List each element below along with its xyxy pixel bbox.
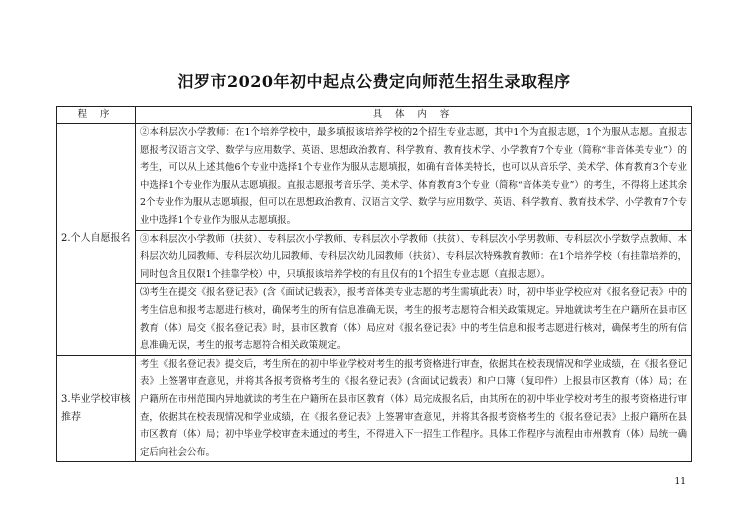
table-row bbox=[57, 124, 692, 231]
column-header-procedure: 程 序 bbox=[57, 107, 136, 124]
table-row bbox=[57, 284, 692, 355]
content-text: 直报志愿报考音乐学、美术学、体育教育3个专业（简称“音体美专业”）的考生，不得将上述其余2个专业作为服从志愿填报，但可以在思想政治教育、汉语言文学、数学与应用数学、英语、科学教育、教育技术学、小学教育7个专业中选择1个专业作为服从志愿填报。 bbox=[140, 179, 687, 226]
table-row bbox=[57, 355, 692, 462]
content-text: 异地就读考生在户籍所在县市区教育（体）局交《报名登记表》时，县市区教育（体）局应对《报名登记表》中的考生信息和报考志愿进行核对，确保考生的所有信息准确无误，考生的报考志愿符合相关政策规定。 bbox=[140, 304, 687, 352]
column-header-content: 具 体 内 容 bbox=[136, 107, 692, 124]
procedure-table bbox=[56, 106, 692, 462]
procedure-content-cell bbox=[136, 230, 692, 284]
table-header-row bbox=[57, 107, 692, 124]
page-title: 汨罗市2020年初中起点公费定向师范生招生录取程序 bbox=[177, 72, 571, 91]
content-text: ②本科层次小学教师：在1个培养学校中，最多填报该培养学校的2个招生专业志愿，其中1个为直报志愿，1个为服从志愿。 bbox=[140, 127, 659, 138]
procedure-step-label: 2.个人自愿报名 bbox=[57, 124, 136, 356]
content-text: 直报志愿报考汉语言文学、数学与应用数学、英语、思想政治教育、科学教育、教育技术学、小学教育7个专业（简称“非音体美专业”）的考生，可以从上述其他6个专业中选择1个专业作为服从志愿填报，如确有音体美特长，也可以从音乐学、美术学、体育教育3个专业中选择1个专业作为服从志愿填报。 bbox=[140, 127, 687, 191]
procedure-step-label: 3.毕业学校审核推荐 bbox=[57, 355, 136, 462]
content-text: 初中毕业学校审查未通过的考生，不得进入下一招生工作程序。具体工作程序与流程由市州教育（体）局统一确定后向社会公布。 bbox=[140, 429, 687, 458]
content-text: 考生《报名登记表》提交后，考生所在的初中毕业学校对考生的报考资格进行审查，依据其在校表现情况和学业成绩，在《报名登记表》上签署审查意见，并将其各报考资格考生的《报名登记表》(含面试记载表）和户口簿（复印件）上报县市区教育（体）局； bbox=[140, 358, 687, 388]
procedure-content-cell bbox=[136, 124, 692, 231]
table-row bbox=[57, 230, 692, 284]
procedure-content-cell bbox=[136, 355, 692, 462]
content-text: ⑶考生在提交《报名登记表》(含《面试记载表》，报考音体美专业志愿的考生需填此表）时，初中毕业学校应对《报名登记表》中的考生信息和报考志愿进行核对，确保考生的所有信息准确无误，考生的报考志愿符合相关政策规定。 bbox=[140, 287, 687, 316]
page-number: 11 bbox=[674, 477, 686, 487]
procedure-content-cell bbox=[136, 284, 692, 355]
content-text: ③本科层次小学教师（扶贫）、专科层次小学教师、专科层次小学教师（扶贫）、专科层次小学男教师、专科层次小学数学点教师、本科层次幼儿园教师、专科层次幼儿园教师、专科层次幼儿园教师（扶贫）、专科层次特殊教育教师：在1个培养学校（有挂靠培养的，同时包含且仅限1个挂靠学校）中，只填报该培养学校的有且仅有的1个招生专业志愿（直报志愿）。 bbox=[140, 233, 687, 280]
content-text: 在户籍所在市州范围内异地就读的考生在户籍所在县市区教育（体）局完成报名后，由其所在的初中毕业学校对考生的报考资格进行审查，依据其在校表现情况和学业成绩，在《报名登记表》上签署审查意见，并将其各报考资格考生的《报名登记表》上报户籍所在县市区教育（体）局； bbox=[140, 376, 687, 441]
